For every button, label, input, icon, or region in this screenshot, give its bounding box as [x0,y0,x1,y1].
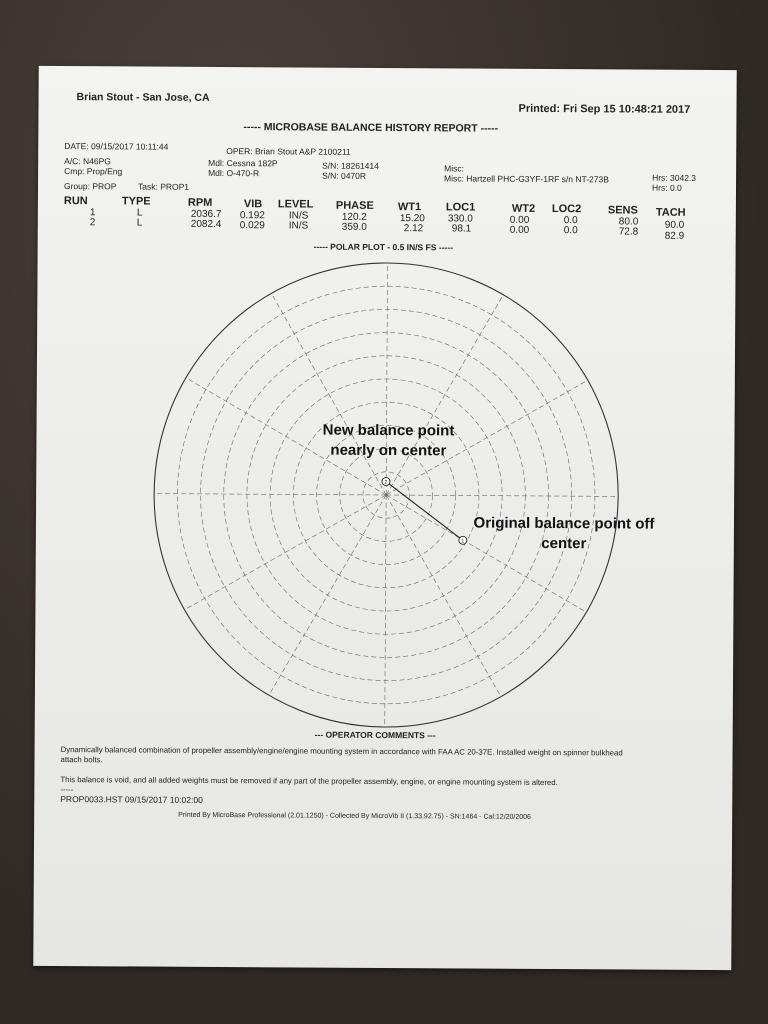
cell-loc2: 0.0 [563,225,578,237]
cell-wt1: 15.20 [399,213,425,225]
comment-dashes: ----- [60,785,74,795]
grid-spoke [270,293,387,495]
cell-rpm: 2082.4 [190,218,222,230]
hours-total: Hrs: 3042.3 [652,172,697,183]
original-point-annotation: Original balance point off center [473,514,655,553]
polar-grid [153,262,620,729]
cell-level: IN/S [288,220,309,232]
grid-spoke [269,494,386,696]
col-level: LEVEL [277,198,314,211]
col-loc1: LOC1 [445,201,476,214]
cell-run: 1 [89,207,96,219]
grid-spoke [385,495,386,727]
cell-rpm: 2036.7 [190,208,222,220]
misc-2: Misc: Hartzell PHC-G3YF-1RF s/n NT-273B [444,173,609,185]
hours-since: Hrs: 0.0 [651,182,682,193]
cell-tach: 82.9 [664,230,685,242]
cell-loc1: 98.1 [451,223,472,235]
cell-loc1: 330.0 [447,213,473,225]
col-vib: VIB [243,198,263,211]
report-page [33,66,736,970]
comment-line-1: Dynamically balanced combination of propeller assembly/engine/engine mounting system in accordance with FAA AC 20-37E. Installed weight on spinner bulkhead [60,745,623,758]
comments-title: --- OPERATOR COMMENTS --- [314,729,436,741]
cell-wt2: 0.00 [509,224,530,236]
cell-wt2: 0.00 [509,214,530,226]
polar-marks [382,478,468,545]
component: Cmp: Prop/Eng [64,166,123,177]
aircraft: A/C: N46PG [64,156,111,167]
polar-plot [147,256,626,735]
col-tach: TACH [655,206,686,219]
cell-sens: 72.8 [618,226,639,238]
col-run: RUN [63,195,88,208]
cell-wt1: 2.12 [403,223,424,235]
cell-phase: 359.0 [341,221,367,233]
serial-aircraft: S/N: 18261414 [322,160,379,171]
location: Brian Stout - San Jose, CA [76,91,210,104]
polar-plot-title: ----- POLAR PLOT - 0.5 IN/S FS ----- [313,241,453,253]
cell-loc2: 0.0 [563,215,578,227]
balance-trend-line [384,479,464,541]
col-wt2: WT2 [511,202,536,215]
report-title: ----- MICROBASE BALANCE HISTORY REPORT ----- [243,121,499,135]
history-file: PROP0033.HST 09/15/2017 10:02:00 [60,794,203,805]
cell-type: L [136,207,143,219]
cell-type: L [136,217,143,229]
grid-spoke [386,294,503,496]
cell-tach: 90.0 [664,219,685,231]
printed-timestamp: Printed: Fri Sep 15 10:48:21 2017 [518,102,691,116]
cell-vib: 0.029 [239,220,265,232]
col-rpm: RPM [187,196,213,209]
print-footer: Printed By MicroBase Professional (2.01.1250) - Collected By MicroVib II (1.33.92.75) - SN:1464 - Cal:12/20/2006 [178,811,531,821]
model-engine: Mdl: O-470-R [208,167,260,179]
new-point-annotation: New balance point nearly on center [322,421,455,460]
run-point-label: 2 [384,479,388,486]
cell-phase: 120.2 [341,211,367,223]
comment-line-3: This balance is void, and all added weights must be removed if any part of the propeller assembly, engine, or engine mounting system is altered. [60,775,558,788]
col-type: TYPE [121,195,151,208]
misc-1: Misc: [444,163,465,174]
cell-run: 2 [89,217,96,229]
col-loc2: LOC2 [551,203,582,216]
task: Task: PROP1 [137,181,190,192]
operator: OPER: Brian Stout A&P 2100211 [226,146,351,157]
col-wt1: WT1 [397,201,422,214]
grid-spoke [185,494,387,611]
model-aircraft: Mdl: Cessna 182P [208,157,278,169]
run-point-label: 1 [461,538,465,545]
col-phase: PHASE [335,199,374,212]
col-sens: SENS [607,204,638,217]
comment-line-2: attach bolts. [60,755,103,765]
serial-engine: S/N: 0470R [322,170,367,181]
report-date: DATE: 09/15/2017 10:11:44 [64,141,169,152]
cell-sens: 80.0 [618,216,639,228]
group: Group: PROP [63,181,117,192]
cell-level: IN/S [288,210,309,222]
cell-vib: 0.192 [239,210,265,222]
